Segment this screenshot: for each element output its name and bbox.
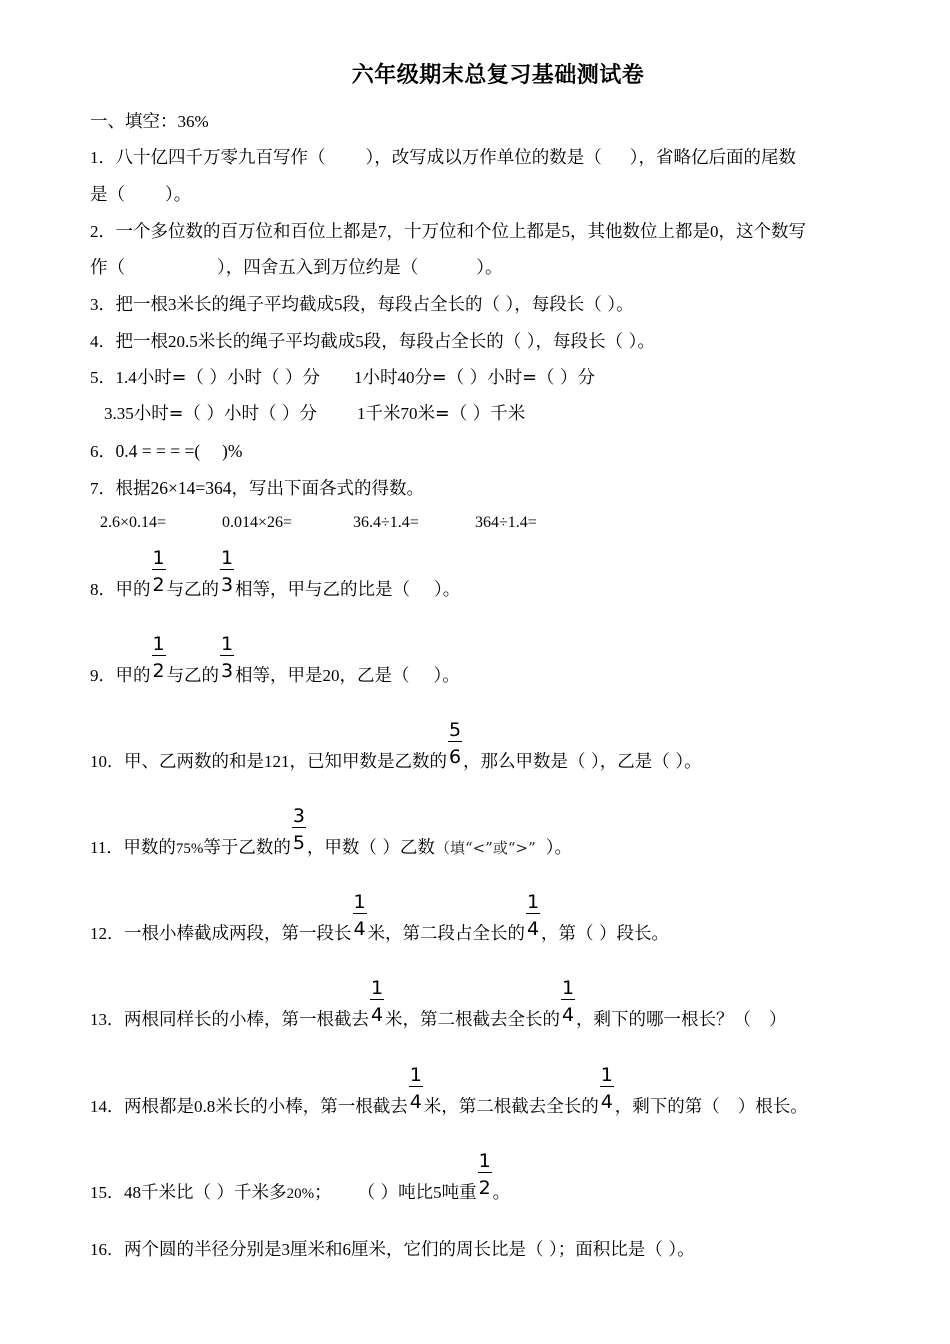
- fraction-numerator: 1: [152, 633, 165, 655]
- question-text: 一个多位数的百万位和百位上都是: [115, 222, 378, 242]
- question-text: 甲数的: [123, 838, 176, 858]
- number-value: 20.5: [168, 332, 198, 351]
- number-value: 0: [710, 222, 719, 241]
- question-text: 米，第二根截去全长的: [385, 1010, 560, 1030]
- number-value: 0.8: [194, 1097, 216, 1116]
- fraction-numerator: 1: [526, 891, 540, 913]
- question-text: 千米比（ ）千米多: [141, 1183, 287, 1203]
- fraction-denominator: 4: [370, 1004, 384, 1026]
- expression-item: 0.014×26=: [222, 514, 293, 531]
- number-value: 3: [281, 1240, 290, 1259]
- question-5-line-1: [90, 366, 595, 390]
- question-15: [90, 1150, 511, 1206]
- question-text: ），四舍五入到万位约是（: [217, 258, 419, 278]
- fraction-denominator: 3: [220, 574, 234, 596]
- question-text: 两根同样长的小棒，第一根截去: [124, 1010, 369, 1030]
- question-text: 米，第二段占全长的: [367, 924, 525, 944]
- question-text: ，这个数写: [718, 222, 806, 242]
- question-text: ，其他数位上都是: [570, 222, 710, 242]
- question-text: 根据: [115, 479, 151, 499]
- fraction: [448, 719, 462, 774]
- question-text: 一根小棒截成两段，第一段长: [124, 924, 352, 944]
- question-number: 16．: [90, 1240, 124, 1259]
- question-text: 米长的绳子平均截成: [176, 295, 334, 315]
- question-text: 是（: [90, 185, 125, 205]
- question-text: 与乙的: [166, 666, 219, 686]
- question-text: ）。: [434, 580, 461, 600]
- fraction-denominator: 3: [220, 660, 234, 682]
- fraction-denominator: 4: [561, 1004, 575, 1026]
- question-text: ）。: [476, 258, 503, 278]
- question-text: ）。: [545, 838, 572, 858]
- question-3: [90, 293, 634, 317]
- question-text: 0.4 = = = =( )%: [115, 441, 243, 461]
- question-1-line-2: [90, 183, 191, 207]
- hint-note: （填“<”或“>”: [434, 839, 536, 857]
- question-text: 相等，甲是: [235, 666, 323, 686]
- question-14: [90, 1064, 808, 1119]
- number-value: 40: [397, 368, 415, 387]
- question-text: 甲的: [115, 666, 151, 686]
- question-text: ），改写成以万作单位的数是（: [365, 148, 602, 168]
- question-9: [90, 633, 460, 688]
- question-8: [90, 547, 461, 602]
- question-text: 千米: [365, 404, 401, 424]
- question-7: [90, 476, 424, 501]
- fraction-denominator: 5: [292, 832, 305, 854]
- question-text: 等于乙数的: [203, 838, 291, 858]
- number-value: 70: [400, 404, 418, 423]
- fraction-numerator: 1: [478, 1150, 491, 1172]
- question-text: 小时: [362, 368, 398, 388]
- question-number: 7．: [90, 479, 116, 498]
- number-value: 5: [433, 1183, 442, 1202]
- question-text: ，乙是（: [339, 666, 410, 686]
- question-number: 13．: [90, 1010, 124, 1029]
- question-text: 米长的绳子平均截成: [197, 332, 356, 352]
- number-value: 48: [124, 1183, 141, 1202]
- fraction-numerator: 1: [600, 1064, 613, 1086]
- question-text: 与乙的: [166, 580, 219, 600]
- fraction-numerator: 1: [220, 633, 234, 655]
- question-text: 八十亿四千万零九百写作（: [115, 148, 326, 168]
- fraction: [292, 805, 306, 860]
- question-text: ）。: [433, 666, 460, 686]
- fraction-numerator: 1: [409, 1064, 422, 1086]
- number-value: 20%: [286, 1186, 315, 1202]
- fraction-numerator: 1: [152, 547, 165, 569]
- section-percent: 36%: [177, 112, 209, 131]
- question-1-line-1: [90, 146, 796, 170]
- question-number: 1．: [90, 148, 116, 167]
- question-text: 两根都是: [124, 1097, 194, 1117]
- fraction-denominator: 4: [409, 1091, 422, 1113]
- question-text: 把一根: [115, 295, 168, 315]
- question-number: 5．: [90, 368, 116, 387]
- question-6: [90, 439, 242, 464]
- number-value: 121: [264, 752, 290, 771]
- question-text: ，剩下的哪一根长？（: [576, 1010, 751, 1030]
- question-text: ）根长。: [737, 1097, 808, 1117]
- question-text: 段，每段占全长的（ ），每段长（ ）。: [342, 295, 634, 315]
- question-number: 11．: [90, 838, 124, 857]
- question-2-line-1: [90, 220, 806, 244]
- section-header: [90, 110, 209, 134]
- number-value: 1: [354, 368, 363, 387]
- question-text: ，写出下面各式的得数。: [231, 479, 424, 499]
- question-number: 15．: [90, 1183, 124, 1202]
- number-value: 5: [561, 222, 570, 241]
- question-4: [90, 330, 655, 354]
- number-value: 20: [322, 666, 340, 685]
- fraction: [561, 977, 575, 1032]
- question-text: （ ）吨比: [357, 1183, 434, 1203]
- question-2-line-2: [90, 256, 503, 280]
- expression-item: 364÷1.4=: [475, 514, 537, 531]
- number-value: 3: [168, 295, 177, 314]
- question-text: ）。: [165, 185, 192, 205]
- number-value: 3.35: [104, 404, 134, 423]
- expression-item: 2.6×0.14=: [100, 514, 167, 531]
- fraction-numerator: 1: [220, 547, 234, 569]
- question-text: 把一根: [115, 332, 168, 352]
- number-value: 1.4: [115, 368, 137, 387]
- fraction: [152, 633, 166, 688]
- question-text: 小时=（ ）小时（ ）分: [133, 404, 318, 424]
- number-value: 75%: [175, 841, 204, 857]
- question-12: [90, 891, 670, 946]
- number-value: 5: [334, 295, 343, 314]
- question-text: 。: [492, 1183, 511, 1203]
- section-label: 一、填空：: [90, 112, 178, 132]
- number-value: 7: [378, 222, 387, 241]
- question-16: [90, 1238, 695, 1262]
- question-text: 吨重: [441, 1183, 477, 1203]
- question-text: 厘米，它们的周长比是（ ）；面积比是（ ）。: [351, 1240, 695, 1260]
- question-text: 米长的小棒，第一根截去: [215, 1097, 408, 1117]
- fraction-numerator: 1: [370, 977, 384, 999]
- fraction: [370, 977, 384, 1032]
- question-text: 两个圆的半径分别是: [124, 1240, 282, 1260]
- fraction-denominator: 2: [478, 1177, 491, 1199]
- fraction-denominator: 4: [600, 1091, 613, 1113]
- question-text: ，甲数（ ）乙数: [306, 838, 435, 858]
- question-text: 米，第二根截去全长的: [423, 1097, 599, 1117]
- question-text: ）: [769, 1010, 787, 1030]
- fraction: [353, 891, 367, 946]
- question-text: ，第（ ）段长。: [541, 924, 670, 944]
- question-text: ，已知甲数是乙数的: [289, 752, 447, 772]
- question-number: 3．: [90, 295, 116, 314]
- question-text: ；: [314, 1183, 332, 1203]
- fraction: [409, 1064, 423, 1119]
- question-5-line-2: [104, 402, 525, 426]
- fraction-numerator: 3: [292, 805, 305, 827]
- question-text: 米=（ ）千米: [417, 404, 526, 424]
- question-11: [90, 805, 572, 861]
- question-number: 9．: [90, 666, 116, 685]
- question-text: ），省略亿后面的尾数: [629, 148, 796, 168]
- question-text: ，剩下的第（: [614, 1097, 720, 1117]
- question-text: 厘米和: [290, 1240, 343, 1260]
- question-text: 甲、乙两数的和是: [124, 752, 264, 772]
- question-number: 4．: [90, 332, 116, 351]
- question-13: [90, 977, 787, 1032]
- question-number: 12．: [90, 924, 124, 943]
- fraction-numerator: 5: [448, 719, 462, 741]
- fraction-denominator: 4: [353, 918, 366, 940]
- fraction-denominator: 2: [152, 660, 165, 682]
- expression: 26×14=364: [150, 478, 232, 498]
- question-text: 分=（ ）小时=（ ）分: [414, 368, 595, 388]
- page-title: 六年级期末总复习基础测试卷: [351, 63, 645, 88]
- fraction-denominator: 4: [526, 918, 540, 940]
- fraction: [220, 633, 234, 688]
- question-number: 8．: [90, 580, 116, 599]
- question-text: ，十万位和个位上都是: [386, 222, 562, 242]
- fraction-numerator: 1: [561, 977, 575, 999]
- fraction: [478, 1150, 492, 1205]
- question-number: 10．: [90, 752, 124, 771]
- fraction-denominator: 6: [448, 746, 462, 768]
- fraction-denominator: 2: [152, 574, 165, 596]
- number-value: 5: [355, 332, 364, 351]
- fraction: [526, 891, 540, 946]
- number-value: 1: [357, 404, 366, 423]
- fraction: [600, 1064, 614, 1119]
- question-number: 6．: [90, 442, 116, 461]
- question-number: 2．: [90, 222, 116, 241]
- question-text: 甲的: [115, 580, 151, 600]
- question-text: 小时=（ ）小时（ ）分: [136, 368, 321, 388]
- question-number: 14．: [90, 1097, 124, 1116]
- fraction-numerator: 1: [353, 891, 366, 913]
- question-10: [90, 719, 702, 774]
- number-value: 6: [342, 1240, 351, 1259]
- question-text: 相等，甲与乙的比是（: [235, 580, 410, 600]
- question-text: 作（: [90, 258, 125, 278]
- question-text: 段，每段占全长的（ ），每段长（ ）。: [363, 332, 655, 352]
- expression-item: 36.4÷1.4=: [353, 514, 419, 531]
- fraction: [220, 547, 234, 602]
- question-text: ，那么甲数是（ ），乙是（ ）。: [463, 752, 702, 772]
- fraction: [152, 547, 166, 602]
